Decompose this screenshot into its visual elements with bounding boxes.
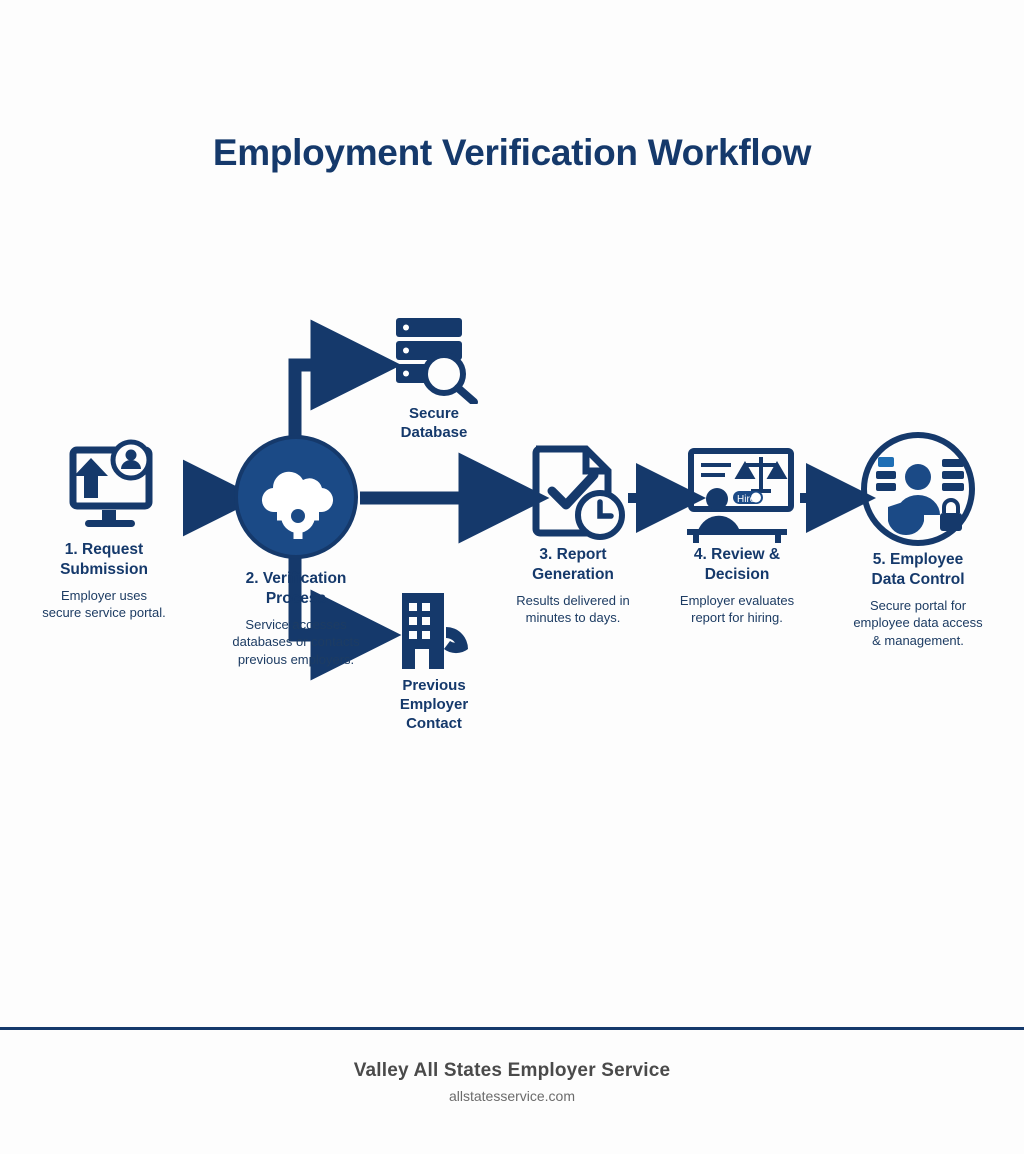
page-title: Employment Verification Workflow (212, 132, 812, 173)
person-scales-board-icon (655, 440, 819, 545)
company-name: Valley All States Employer Service (353, 1060, 671, 1081)
step-label: 4. Review & Decision (693, 546, 781, 583)
step-label: 2. Verification Process (245, 570, 347, 607)
step-desc: Employer evaluates report for hiring. (679, 592, 795, 626)
workflow-diagram (0, 290, 1024, 850)
footer-divider (0, 1027, 1024, 1030)
server-magnifier-icon (360, 310, 508, 405)
step-desc: Results delivered in minutes to days. (516, 592, 630, 626)
step-label: 1. Request Submission (60, 541, 148, 578)
monitor-upload-user-icon (20, 435, 188, 540)
cloud-gear-icon (205, 430, 387, 565)
branch-label: Previous Employer Contact (399, 677, 469, 732)
step-desc: Service accesses databases or contacts previous employers. (232, 616, 360, 667)
step-report-generation[interactable] (490, 440, 656, 627)
step-review-decision[interactable] (655, 440, 819, 627)
step-request-submission[interactable] (20, 435, 188, 622)
step-desc: Secure portal for employee data access & management. (853, 597, 983, 648)
step-desc: Employer uses secure service portal. (42, 587, 166, 621)
step-employee-data-control[interactable] (832, 430, 1004, 650)
footer (0, 1060, 1024, 1104)
company-website: allstatesservice.com (448, 1088, 576, 1104)
branch-label: Secure Database (400, 405, 468, 441)
document-check-clock-icon (490, 440, 656, 545)
user-shield-lock-servers-icon (832, 430, 1004, 550)
step-label: 3. Report Generation (532, 546, 614, 583)
branch-secure-database[interactable] (360, 310, 508, 443)
step-label: 5. Employee Data Control (871, 551, 965, 588)
building-phone-icon (360, 585, 508, 677)
hire-tag-text: Hire (737, 493, 756, 505)
branch-previous-employer-contact[interactable] (360, 585, 508, 733)
